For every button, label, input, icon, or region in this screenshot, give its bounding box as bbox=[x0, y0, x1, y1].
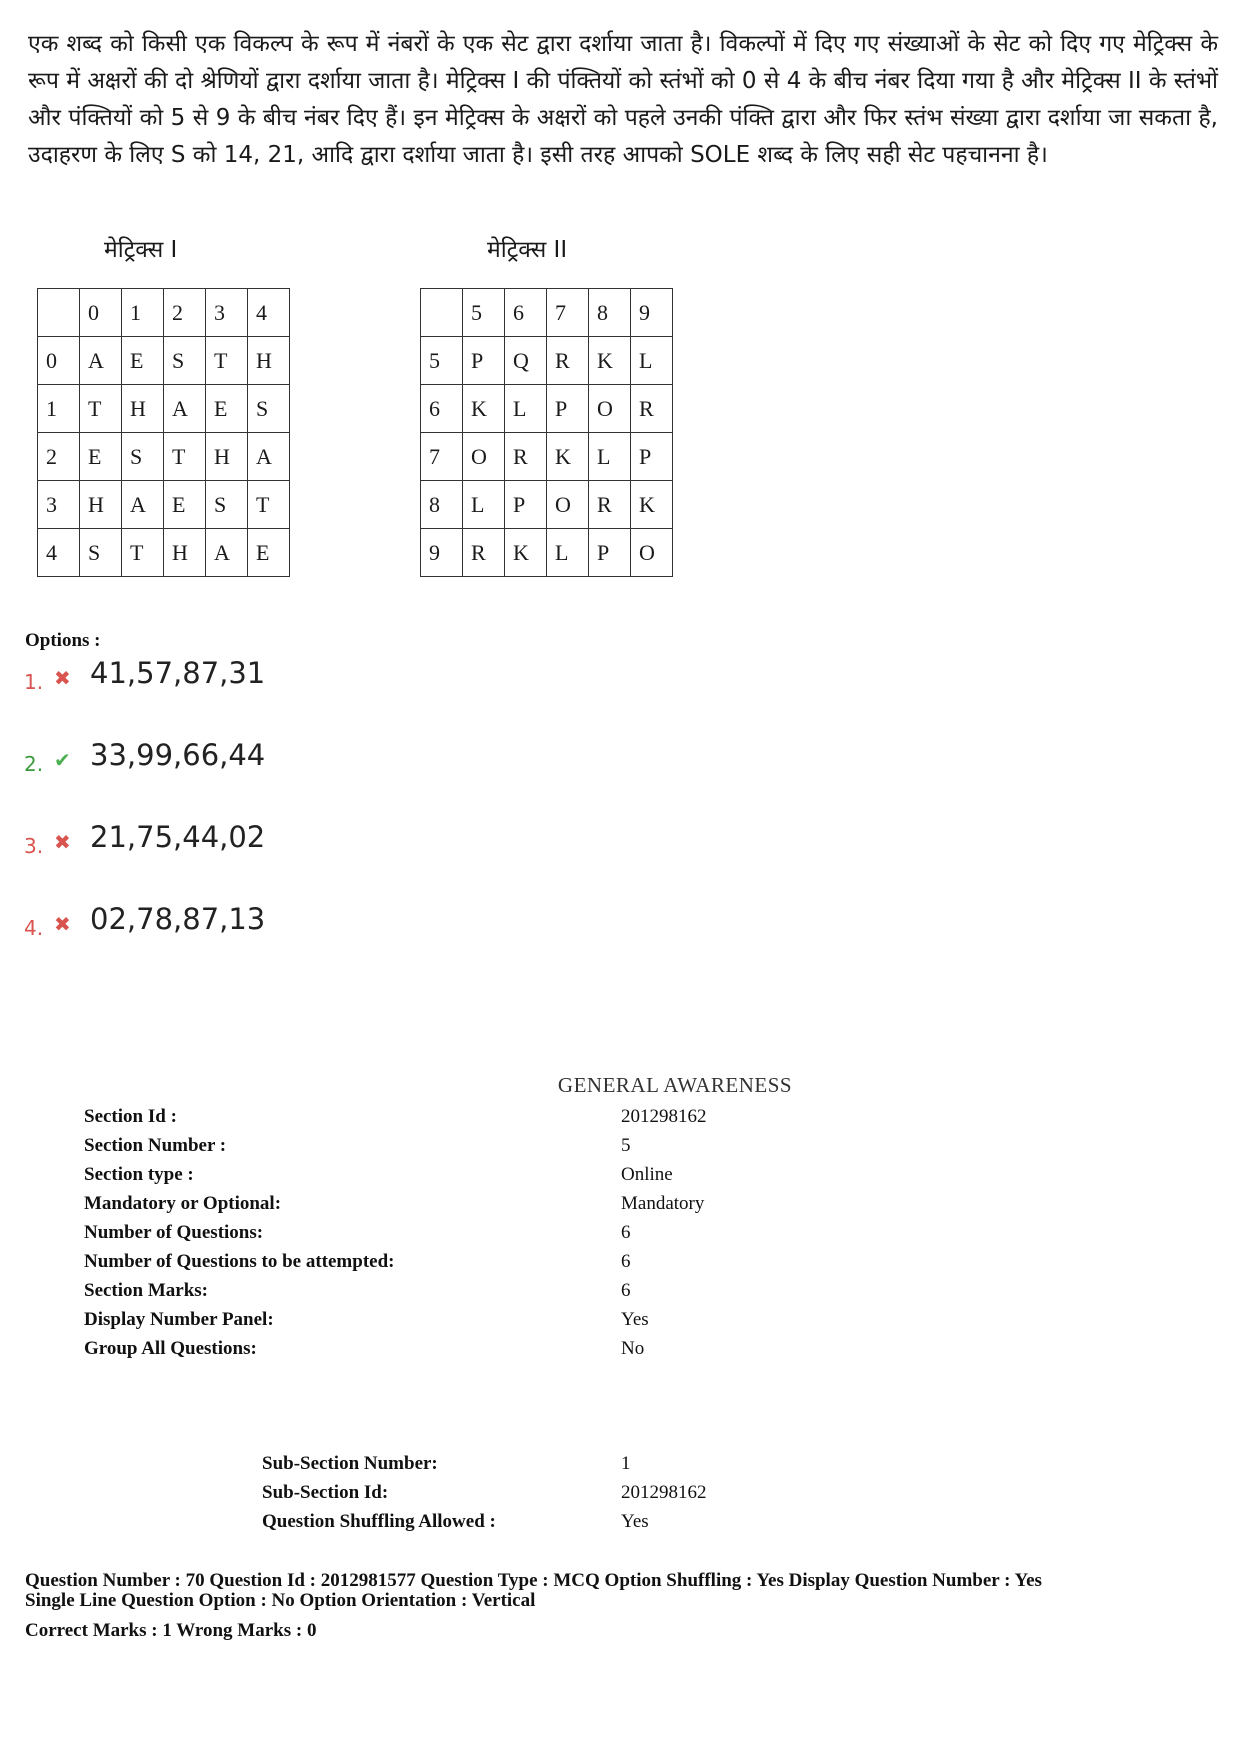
matrix-row bbox=[38, 481, 290, 529]
matrix-header-cell: 9 bbox=[421, 529, 463, 577]
matrix-cell: P bbox=[547, 385, 589, 433]
matrix-header-cell: 5 bbox=[421, 337, 463, 385]
matrix-row bbox=[421, 337, 673, 385]
field-value: Yes bbox=[621, 1309, 649, 1330]
matrix-row bbox=[421, 385, 673, 433]
field-value: 201298162 bbox=[621, 1482, 707, 1503]
matrix-cell: L bbox=[463, 481, 505, 529]
field-label: Number of Questions: bbox=[84, 1222, 264, 1243]
option-number: 1. bbox=[24, 670, 44, 694]
matrix-header-cell: 7 bbox=[547, 289, 589, 337]
matrix-row bbox=[421, 481, 673, 529]
field-label: Question Shuffling Allowed : bbox=[262, 1511, 496, 1532]
matrix-header-cell: 6 bbox=[505, 289, 547, 337]
matrix-cell: K bbox=[589, 337, 631, 385]
matrix-header-cell: 5 bbox=[463, 289, 505, 337]
matrix-header-cell: 8 bbox=[421, 481, 463, 529]
matrix-1-title: मेट्रिक्स I bbox=[104, 237, 178, 263]
matrix-cell: A bbox=[206, 529, 248, 577]
field-label: Sub-Section Number: bbox=[262, 1453, 438, 1474]
matrix-2-table bbox=[420, 288, 673, 577]
field-value: 5 bbox=[621, 1135, 631, 1156]
matrix-cell: L bbox=[547, 529, 589, 577]
matrix-row bbox=[38, 529, 290, 577]
matrix-cell: O bbox=[463, 433, 505, 481]
matrix-cell: S bbox=[122, 433, 164, 481]
cross-icon: ✖ bbox=[54, 830, 71, 854]
field-label: Section type : bbox=[84, 1164, 194, 1185]
matrix-header-cell: 9 bbox=[631, 289, 673, 337]
option-number: 2. bbox=[24, 752, 44, 776]
matrix-cell: S bbox=[164, 337, 206, 385]
matrix-row bbox=[38, 385, 290, 433]
field-value: Online bbox=[621, 1164, 673, 1185]
matrix-cell: A bbox=[164, 385, 206, 433]
matrix-2-title: मेट्रिक्स II bbox=[487, 237, 568, 263]
cross-icon: ✖ bbox=[54, 912, 71, 936]
matrix-cell: K bbox=[547, 433, 589, 481]
matrix-cell: R bbox=[505, 433, 547, 481]
matrix-cell: S bbox=[206, 481, 248, 529]
matrix-cell: S bbox=[80, 529, 122, 577]
matrix-header-cell: 4 bbox=[248, 289, 290, 337]
matrix-cell: L bbox=[589, 433, 631, 481]
check-icon: ✔ bbox=[54, 748, 71, 772]
matrix-row bbox=[421, 289, 673, 337]
matrix-header-cell: 6 bbox=[421, 385, 463, 433]
option-number: 4. bbox=[24, 916, 44, 940]
matrix-cell: H bbox=[164, 529, 206, 577]
matrix-cell: E bbox=[122, 337, 164, 385]
matrix-cell: O bbox=[631, 529, 673, 577]
matrix-cell: P bbox=[463, 337, 505, 385]
field-value: Mandatory bbox=[621, 1193, 705, 1214]
field-value: Yes bbox=[621, 1511, 649, 1532]
matrix-cell: E bbox=[164, 481, 206, 529]
options-label: Options : bbox=[25, 630, 101, 651]
matrix-cell: P bbox=[505, 481, 547, 529]
matrix-cell: T bbox=[248, 481, 290, 529]
matrix-cell: E bbox=[80, 433, 122, 481]
matrix-cell: R bbox=[631, 385, 673, 433]
matrix-row bbox=[38, 289, 290, 337]
matrix-header-cell bbox=[421, 289, 463, 337]
matrix-row bbox=[421, 529, 673, 577]
matrix-cell: P bbox=[589, 529, 631, 577]
question-text: एक शब्द को किसी एक विकल्प के रूप में नंबरों के एक सेट द्वारा दर्शाया जाता है। विकल्पों में दिए गए संख्याओं के सेट को दिए गए मेट्रिक्स के रूप में अक्षरों की दो श्रेणियों द्वारा दर्शाया जाता है। मेट्रिक्स I की पंक्तियों को स्तंभों को 0 से 4 के बीच नंबर दिया गया है और मेट्रिक्स II के स्तंभों और पंक्तियों को 5 से 9 के बीच नंबर दिए हैं। इन मेट्रिक्स के अक्षरों को पहले उनकी पंक्ति द्वारा और फिर स्तंभ संख्या द्वारा दर्शाया जा सकता है, उदाहरण के लिए S को 14, 21, आदि द्वारा दर्शाया जाता है। इसी तरह आपको SOLE शब्द के लिए सही सेट पहचानना है। bbox=[28, 31, 1218, 168]
matrix-header-cell bbox=[38, 289, 80, 337]
field-value: No bbox=[621, 1338, 645, 1359]
matrix-cell: Q bbox=[505, 337, 547, 385]
matrix-cell: T bbox=[80, 385, 122, 433]
matrix-cell: S bbox=[248, 385, 290, 433]
matrix-1-table bbox=[37, 288, 290, 577]
matrix-cell: L bbox=[505, 385, 547, 433]
matrix-header-cell: 2 bbox=[38, 433, 80, 481]
section-heading: GENERAL AWARENESS bbox=[557, 1073, 793, 1097]
matrix-cell: H bbox=[206, 433, 248, 481]
matrix-cell: R bbox=[589, 481, 631, 529]
option-value: 33,99,66,44 bbox=[90, 738, 266, 772]
matrix-row bbox=[38, 433, 290, 481]
field-label: Section Number : bbox=[84, 1135, 227, 1156]
matrix-header-cell: 1 bbox=[38, 385, 80, 433]
field-label: Section Marks: bbox=[84, 1280, 209, 1301]
matrix-header-cell: 7 bbox=[421, 433, 463, 481]
matrix-cell: E bbox=[248, 529, 290, 577]
matrix-row bbox=[38, 337, 290, 385]
matrix-cell: R bbox=[463, 529, 505, 577]
matrix-cell: L bbox=[631, 337, 673, 385]
field-label: Display Number Panel: bbox=[84, 1309, 274, 1330]
matrix-cell: E bbox=[206, 385, 248, 433]
matrix-cell: K bbox=[463, 385, 505, 433]
matrix-cell: K bbox=[505, 529, 547, 577]
matrix-cell: A bbox=[122, 481, 164, 529]
matrix-header-cell: 3 bbox=[38, 481, 80, 529]
matrix-cell: P bbox=[631, 433, 673, 481]
matrix-cell: O bbox=[547, 481, 589, 529]
field-label: Sub-Section Id: bbox=[262, 1482, 389, 1503]
field-value: 6 bbox=[621, 1280, 631, 1301]
field-value: 1 bbox=[621, 1453, 631, 1474]
cross-icon: ✖ bbox=[54, 666, 71, 690]
matrix-header-cell: 0 bbox=[80, 289, 122, 337]
matrix-row bbox=[421, 433, 673, 481]
field-value: 6 bbox=[621, 1222, 631, 1243]
matrix-header-cell: 3 bbox=[206, 289, 248, 337]
option-value: 02,78,87,13 bbox=[90, 902, 266, 936]
matrix-cell: A bbox=[80, 337, 122, 385]
option-value: 21,75,44,02 bbox=[90, 820, 266, 854]
matrix-cell: T bbox=[206, 337, 248, 385]
option-number: 3. bbox=[24, 834, 44, 858]
matrix-cell: R bbox=[547, 337, 589, 385]
field-value: 6 bbox=[621, 1251, 631, 1272]
matrix-cell: H bbox=[80, 481, 122, 529]
matrix-cell: T bbox=[122, 529, 164, 577]
matrix-cell: H bbox=[248, 337, 290, 385]
question-info-line-3: Correct Marks : 1 Wrong Marks : 0 bbox=[25, 1620, 317, 1641]
matrix-header-cell: 8 bbox=[589, 289, 631, 337]
field-label: Group All Questions: bbox=[84, 1338, 257, 1359]
matrix-header-cell: 1 bbox=[122, 289, 164, 337]
matrix-cell: A bbox=[248, 433, 290, 481]
option-value: 41,57,87,31 bbox=[90, 656, 266, 690]
matrix-header-cell: 4 bbox=[38, 529, 80, 577]
field-label: Mandatory or Optional: bbox=[84, 1193, 282, 1214]
field-value: 201298162 bbox=[621, 1106, 707, 1127]
matrix-cell: T bbox=[164, 433, 206, 481]
matrix-cell: K bbox=[631, 481, 673, 529]
matrix-header-cell: 2 bbox=[164, 289, 206, 337]
field-label: Section Id : bbox=[84, 1106, 177, 1127]
question-info-line-2: Single Line Question Option : No Option Orientation : Vertical bbox=[25, 1590, 536, 1611]
field-label: Number of Questions to be attempted: bbox=[84, 1251, 395, 1272]
matrix-cell: H bbox=[122, 385, 164, 433]
question-info-line-1: Question Number : 70 Question Id : 2012981577 Question Type : MCQ Option Shuffling : Yes Display Question Number : Yes bbox=[25, 1570, 1042, 1591]
matrix-header-cell: 0 bbox=[38, 337, 80, 385]
matrix-cell: O bbox=[589, 385, 631, 433]
